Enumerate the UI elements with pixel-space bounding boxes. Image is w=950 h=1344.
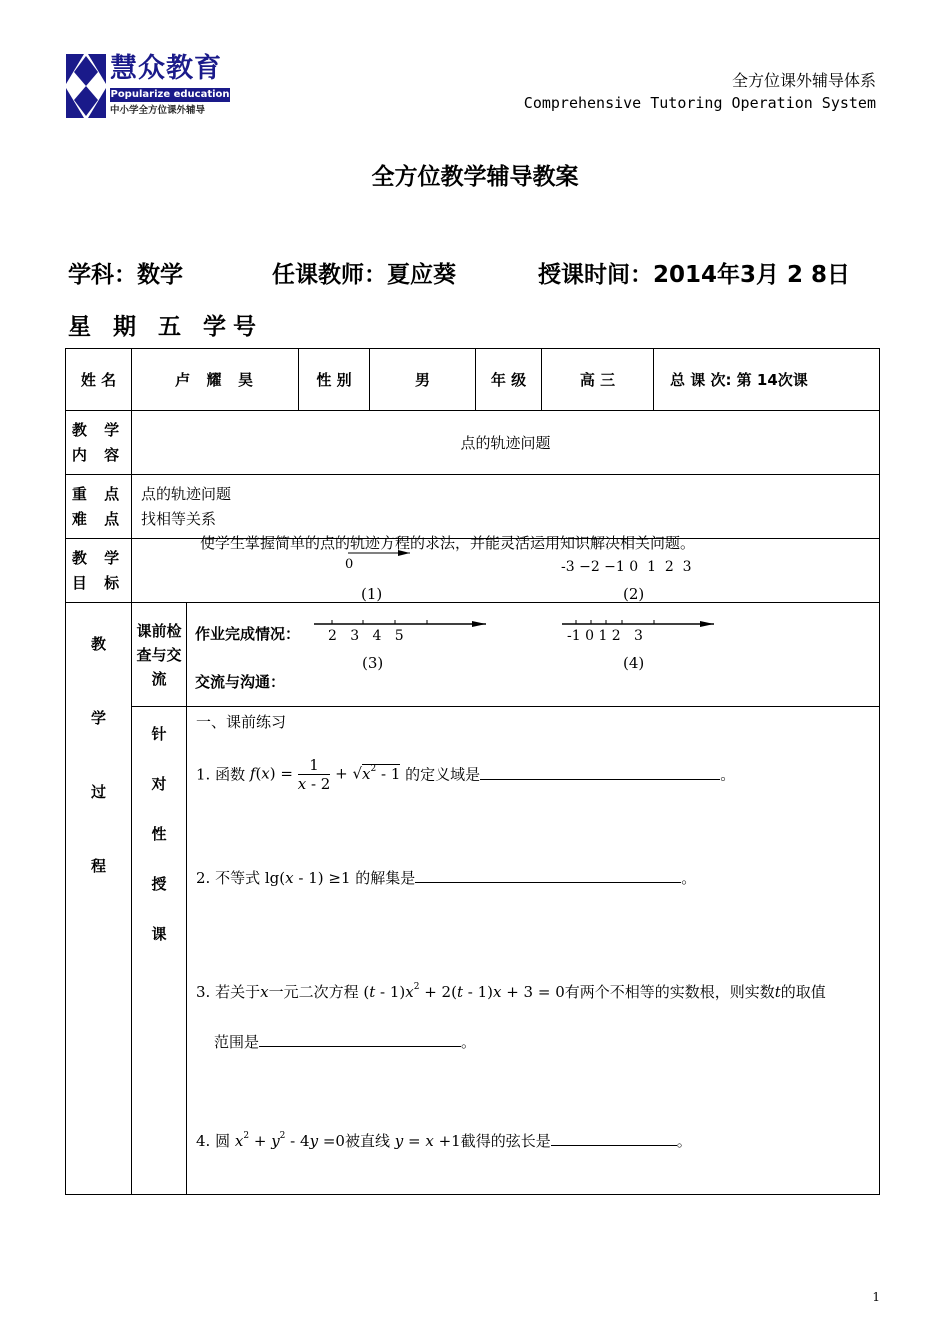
check-label: 课前检查与交流 [132,603,187,707]
logo [66,52,231,120]
number-line-4-caption: (4) [623,654,645,672]
q4-answer-blank[interactable] [551,1131,677,1146]
homework-label: 作业完成情况： [195,625,301,643]
system-name-cn: 全方位课外辅导体系 [731,71,876,90]
number-line-2-caption: (2) [623,585,645,603]
logo-slogan: 中小学全方位课外辅导 [110,105,206,116]
focus-line-1: 点的轨迹问题 [141,484,232,503]
gender-value: 男 [370,349,476,411]
content-label: 教 学 内 容 [66,411,132,475]
number-line-4-ticks: -1 0 1 2 3 [567,628,643,644]
number-line-1-ticks: 0 [345,557,354,572]
number-line-3-arrow [472,621,486,627]
goal-text: 使学生掌握简单的点的轨迹方程的求法，并能灵活运用知识解决相关问题。 [200,534,696,552]
grade-label: 年 级 [476,349,542,411]
q2-answer-blank[interactable] [415,868,681,883]
name-label: 姓 名 [66,349,132,411]
grade-value: 高 三 [542,349,654,411]
goal-label: 教 学 目 标 [66,539,132,603]
number-line-1-caption: (1) [361,585,383,603]
section-heading: 一、课前练习 [196,713,287,731]
question-3-line-2: 范围是 。 [214,1033,477,1051]
process-label: 教 学 过 程 [66,603,132,1195]
number-line-3-ticks: 2 3 4 5 [328,628,404,644]
number-line-2-ticks: -3 −2 −1 0 1 2 3 [561,559,692,575]
logo-mark-icon [66,54,106,118]
system-name-en: Comprehensive Tutoring Operation System [523,94,876,112]
communication-label: 交流与沟通： [195,673,286,691]
document-title: 全方位教学辅导教案 [371,164,579,190]
gender-label: 性 别 [299,349,370,411]
q4-line-formula: y = x +1 [394,1132,461,1150]
q3-answer-blank[interactable] [259,1032,461,1047]
question-1: 1. 函数 f(x) = $\frac{1}{x - 2}$ + $√x^2 - 1$ 的定义域是 。 [196,756,736,793]
subject-field: 学科：数学 [68,262,183,288]
question-3: 3. 若关于x一元二次方程 $(t - 1)x^2 + 2(t - 1)x + 3 = 0$有两个不相等的实数根，则实数t的取值 [196,982,826,1001]
targeted-label: 针 对 性 授 课 [132,707,187,1195]
student-name: 卢 耀 昊 [132,349,299,411]
number-line-4-arrow [700,621,714,627]
teacher-field: 任课教师：夏应葵 [272,262,456,288]
logo-brand-en: Popularize education [110,89,230,100]
weekday-line: 星 期 五 学号 [68,314,264,340]
number-line-1-arrow [398,550,410,556]
number-line-3-caption: (3) [362,654,384,672]
q3-formula: $(t - 1)x^2 + 2(t - 1)x + 3 = 0$ [363,982,565,1001]
q1-formula: f(x) = $\frac{1}{x - 2}$ + $√x^2 - 1$ [249,756,401,793]
page-number: 1 [872,1290,880,1304]
q2-formula: lg(x - 1) ≥1 [264,869,351,887]
time-field: 授课时间：2014年3月 2 8日 [538,262,851,288]
content-value: 点的轨迹问题 [132,411,880,475]
lesson-count: 总 课 次: 第 14次课 [654,349,880,411]
q1-answer-blank[interactable] [480,765,720,780]
focus-value [132,475,880,539]
q4-circle-formula: $x^2 + y^2 - 4y =0$ [234,1131,345,1150]
logo-brand-cn: 慧众教育 [110,53,222,84]
focus-line-2: 找相等关系 [141,509,217,528]
focus-label: 重 点 难 点 [66,475,132,539]
question-2: 2. 不等式 lg(x - 1) ≥1 的解集是 。 [196,869,697,887]
question-4: 4. 圆 $x^2 + y^2 - 4y =0$被直线 y = x +1截得的弦长是 。 [196,1131,692,1150]
